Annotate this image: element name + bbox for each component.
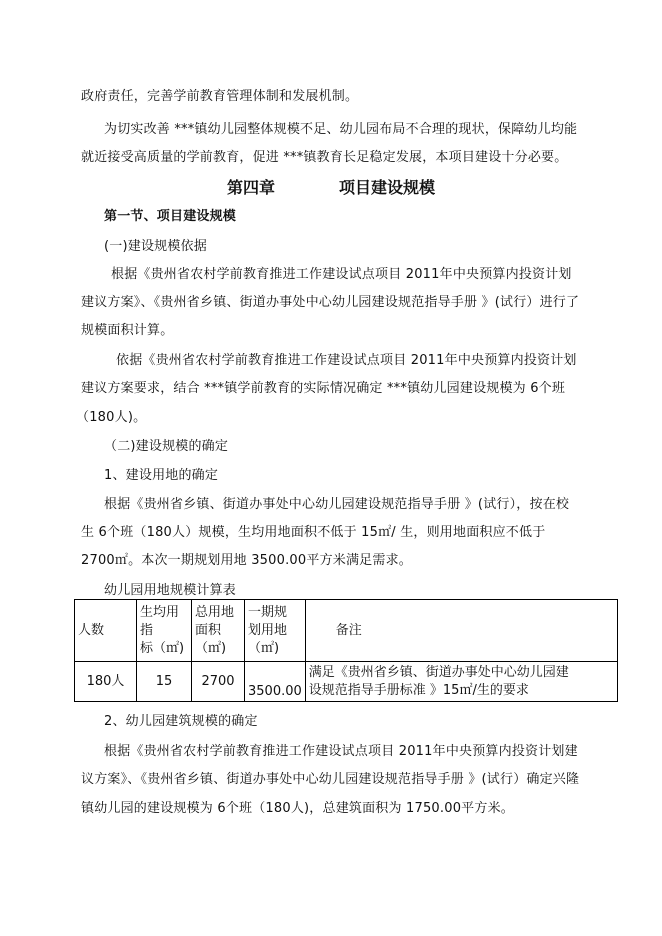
item2-line2: 议方案》、《贵州省乡镇、街道办事处中心幼儿园建设规范指导手册 》(试行）确定兴隆	[81, 772, 580, 787]
basis2-line1: 依据《贵州省农村学前教育推进工作建设试点项目 2011年中央预算内投资计划	[116, 353, 577, 368]
item1-line3: 2700㎡。本次一期规划用地 3500.00平方米满足需求。	[81, 553, 412, 568]
subsection-determination-heading: （二)建设规模的确定	[104, 439, 229, 454]
item1-line2: 生 6个班（180人）规模，生均用地面积不低于 15㎡/ 生，则用地面积应不低于	[81, 525, 546, 540]
section-heading: 第一节、项目建设规模	[104, 209, 237, 224]
cell-phase1-area: 3500.00	[245, 662, 306, 702]
table-caption: 幼儿园用地规模计算表	[104, 583, 237, 598]
chapter-heading	[0, 178, 662, 198]
subsection-basis-heading: (一)建设规模依据	[104, 239, 207, 254]
cell-remarks: 满足《贵州省乡镇、街道办事处中心幼儿园建 设规范指导手册标准 》15㎡/生的要求	[305, 662, 617, 702]
item1-line1: 根据《贵州省乡镇、街道办事处中心幼儿园建设规范指导手册 》(试行），按在校	[104, 497, 570, 512]
item2-line1: 根据《贵州省农村学前教育推进工作建设试点项目 2011年中央预算内投资计划建	[104, 744, 578, 759]
item2-line3: 镇幼儿园的建设规模为 6个班（180人)，总建筑面积为 1750.00平方米。	[81, 801, 514, 816]
paragraph-necessity-line1: 为切实改善 ***镇幼儿园整体规模不足、幼儿园布局不合理的现状，保障幼儿均能	[104, 122, 578, 137]
basis2-line2: 建议方案要求，结合 ***镇学前教育的实际情况确定 ***镇幼儿园建设规模为 6个班	[81, 381, 566, 396]
basis1-line1: 根据《贵州省农村学前教育推进工作建设试点项目 2011年中央预算内投资计划	[111, 267, 572, 282]
header-remarks: 备注	[305, 600, 617, 662]
chapter-title: 项目建设规模	[339, 178, 436, 197]
paragraph-necessity-line2: 就近接受高质量的学前教育，促进 ***镇教育长足稳定发展，本项目建设十分必要。	[81, 150, 568, 165]
header-per-student: 生均用指 标（㎡)	[137, 600, 192, 662]
basis1-line2: 建议方案》、《贵州省乡镇、街道办事处中心幼儿园建设规范指导手册 》(试行）进行了	[81, 295, 580, 310]
header-total-area: 总用地 面积 （㎡)	[192, 600, 245, 662]
table-data-row	[75, 662, 618, 702]
header-phase1-area: 一期规 划用地 （㎡)	[245, 600, 306, 662]
cell-total-area: 2700	[192, 662, 245, 702]
item1-title: 1、建设用地的确定	[104, 468, 219, 483]
cell-per-student: 15	[137, 662, 192, 702]
chapter-number: 第四章	[226, 178, 275, 197]
land-scale-table	[74, 599, 618, 702]
basis2-line3: （180人)。	[76, 410, 147, 425]
cell-people: 180人	[75, 662, 137, 702]
header-people: 人数	[75, 600, 137, 662]
basis1-line3: 规模面积计算。	[81, 323, 174, 338]
table-header-row	[75, 600, 618, 662]
item2-title: 2、幼儿园建筑规模的确定	[104, 714, 258, 729]
paragraph-intro-end: 政府责任，完善学前教育管理体制和发展机制。	[81, 89, 359, 104]
